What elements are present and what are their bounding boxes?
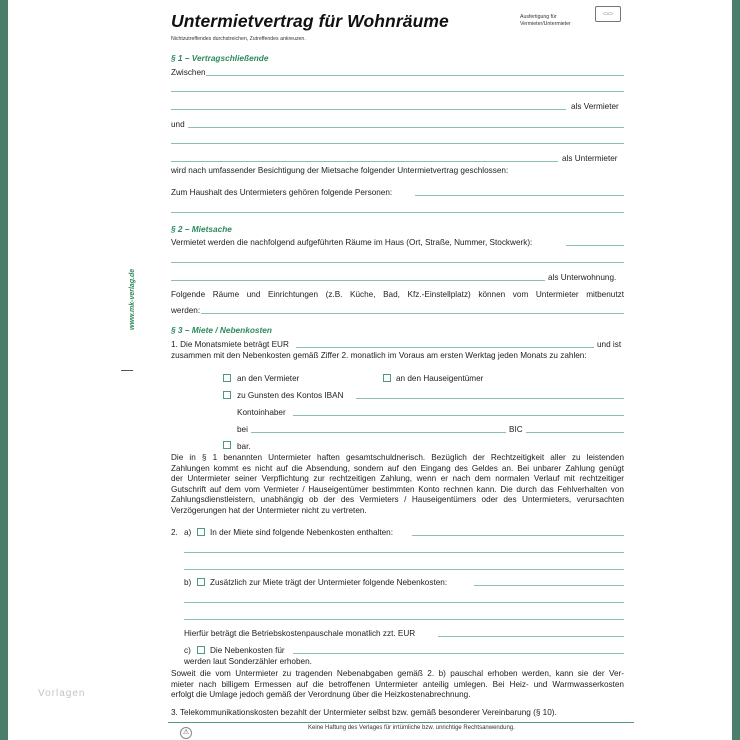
checkbox-iban[interactable] bbox=[223, 391, 231, 399]
pauschale-line[interactable] bbox=[438, 636, 624, 637]
nebenkosten-a-label: a) bbox=[184, 528, 192, 537]
bank-line[interactable] bbox=[251, 432, 506, 433]
nebenkosten-a-text: In der Miete sind folgende Nebenkosten enthalten: bbox=[210, 528, 393, 537]
checkbox-hauseigentuemer[interactable] bbox=[383, 374, 391, 382]
untermieter-address-line[interactable] bbox=[171, 143, 624, 144]
vermieter-name-line[interactable] bbox=[206, 75, 624, 76]
telekommunikation-text: 3. Telekommunikationskosten bezahlt der Untermieter selbst bzw. gemäß besonderer Vereinbarung (§ 10). bbox=[171, 708, 557, 717]
und-label: und bbox=[171, 120, 185, 129]
kontoinhaber-label: Kontoinhaber bbox=[237, 408, 286, 417]
fold-mark bbox=[121, 370, 133, 371]
copy-notice-icon: ⚠ bbox=[180, 727, 192, 739]
nebenkosten-a-line-2[interactable] bbox=[184, 552, 624, 553]
als-vermieter-label: als Vermieter bbox=[571, 102, 619, 111]
section-2-heading: § 2 – Mietsache bbox=[171, 224, 232, 234]
checkbox-nebenkosten-a[interactable] bbox=[197, 528, 205, 536]
vermieter-line-3[interactable] bbox=[171, 109, 566, 110]
nebenkosten-c-label: c) bbox=[184, 646, 191, 655]
als-unterwohnung-label: als Unterwohnung. bbox=[548, 273, 617, 282]
bic-label: BIC bbox=[509, 425, 523, 434]
instruction-note: Nichtzutreffendes durchstreichen, Zutreffendes ankreuzen. bbox=[171, 36, 306, 42]
checkbox-nebenkosten-c[interactable] bbox=[197, 646, 205, 654]
iban-line[interactable] bbox=[356, 398, 624, 399]
haushalt-line-1[interactable] bbox=[415, 195, 624, 196]
mietsache-line-1[interactable] bbox=[566, 245, 624, 246]
umlage-paragraph: Soweit die vom Untermieter zu tragenden Nebenabgaben gemäß 2. b) pauschal erhoben werden, kann sie der Ver- mieter nach billigem Ermessen auf die betroffenen Untermieter anteilig umlegen. Bei Heiz- und Warmwasserkosten erfolgt die Umlage jedoch gemäß der Verordnung über die Heizkostenabrechnung. bbox=[171, 669, 624, 700]
mietsache-line-2[interactable] bbox=[171, 262, 624, 263]
publisher-logo-icon: ▭▭ bbox=[595, 6, 621, 22]
ausfertigung-label-2: Vermieter/Untermieter bbox=[520, 21, 571, 27]
section-3-heading: § 3 – Miete / Nebenkosten bbox=[171, 325, 272, 335]
section-1-heading: § 1 – Vertragschließende bbox=[171, 53, 269, 63]
und-ist-label: und ist bbox=[597, 340, 622, 349]
disclaimer-text: Keine Haftung des Verlages für irrtümliche bzw. unrichtige Rechtsanwendung. bbox=[308, 725, 515, 731]
haushalt-label: Zum Haushalt des Untermieters gehören folgende Personen: bbox=[171, 188, 393, 197]
mitbenutzung-line[interactable] bbox=[201, 313, 624, 314]
pauschale-label: Hierfür beträgt die Betriebskostenpauschale monatlich zzt. EUR bbox=[184, 629, 416, 638]
nebenkosten-c-text-2: werden laut Sonderzähler erhoben. bbox=[184, 657, 312, 666]
monatsmiete-amount-line[interactable] bbox=[296, 347, 594, 348]
zwischen-label: Zwischen bbox=[171, 68, 206, 77]
ausfertigung-label-1: Ausfertigung für bbox=[520, 14, 557, 20]
bei-label: bei bbox=[237, 425, 248, 434]
nebenkosten-b-line-1[interactable] bbox=[474, 585, 624, 586]
nebenkosten-a-line-1[interactable] bbox=[412, 535, 624, 536]
watermark: Vorlagen bbox=[38, 688, 86, 699]
werden-label: werden: bbox=[171, 306, 201, 315]
nebenkosten-b-line-2[interactable] bbox=[184, 602, 624, 603]
kontoinhaber-line[interactable] bbox=[293, 415, 624, 416]
opt-iban-label: zu Gunsten des Kontos IBAN bbox=[237, 391, 344, 400]
footer-divider bbox=[168, 722, 634, 723]
opt-bar-label: bar. bbox=[237, 442, 251, 451]
untermieter-name-line[interactable] bbox=[188, 127, 624, 128]
page-title: Untermietvertrag für Wohnräume bbox=[171, 11, 449, 31]
closing-text: wird nach umfassender Besichtigung der Mietsache folgender Untermietvertrag geschlossen: bbox=[171, 166, 509, 175]
nebenkosten-b-text: Zusätzlich zur Miete trägt der Untermieter folgende Nebenkosten: bbox=[210, 578, 448, 587]
mitbenutzung-text: Folgende Räume und Einrichtungen (z.B. Küche, Bad, Kfz.-Einstellplatz) können vom Untermieter mitbenutzt bbox=[171, 290, 624, 299]
als-untermieter-label: als Untermieter bbox=[562, 154, 618, 163]
opt-vermieter-label: an den Vermieter bbox=[237, 374, 300, 383]
nebenkosten-number: 2. bbox=[171, 528, 178, 537]
sonderzaehler-line[interactable] bbox=[293, 653, 624, 654]
nebenkosten-b-line-3[interactable] bbox=[184, 619, 624, 620]
checkbox-nebenkosten-b[interactable] bbox=[197, 578, 205, 586]
form-page bbox=[8, 0, 732, 740]
checkbox-vermieter[interactable] bbox=[223, 374, 231, 382]
checkbox-bar[interactable] bbox=[223, 441, 231, 449]
untermieter-line-3[interactable] bbox=[171, 161, 558, 162]
monatsmiete-label: 1. Die Monatsmiete beträgt EUR bbox=[171, 340, 289, 349]
zahlung-text: zusammen mit den Nebenkosten gemäß Ziffer 2. monatlich im Voraus am ersten Werktag jeden Monats zu zahlen: bbox=[171, 351, 587, 360]
opt-hauseigentuemer-label: an den Hauseigentümer bbox=[396, 374, 484, 383]
vermieter-address-line[interactable] bbox=[171, 91, 624, 92]
bic-line[interactable] bbox=[526, 432, 624, 433]
haushalt-line-2[interactable] bbox=[171, 212, 624, 213]
mietsache-line-3[interactable] bbox=[171, 280, 545, 281]
nebenkosten-a-line-3[interactable] bbox=[184, 569, 624, 570]
nebenkosten-b-label: b) bbox=[184, 578, 192, 587]
haftung-paragraph: Die in § 1 benannten Untermieter haften gesamtschuldnerisch. Bezüglich der Rechtzeitigkeit aller zu leistenden Zahlungen kommt es nicht auf die Absendung, sondern auf den Eingang des Geldes an. Bei unbarer Zahlung genügt der Untermieter seiner Verpflichtung zur rechtzeitigen Zahlung, wenn er nach dem normalen Verlauf mit rechtzeitiger Gutschrift auf dem vom Vermieter / Hauseigentümer bestimmten Konto rechnen kann. Die durch das Fehlverhalten von Zahlungsdienstleistern, unabhängig ob der des Vermieters / Hauseigentümers oder des Untermieters, verursachten Verzögerungen hat der Untermieter nicht zu vertreten. bbox=[171, 453, 624, 515]
publisher-url[interactable]: www.mk-verlag.de bbox=[129, 268, 136, 330]
vermietet-label: Vermietet werden die nachfolgend aufgeführten Räume im Haus (Ort, Straße, Nummer, Stockwerk): bbox=[171, 238, 533, 247]
nebenkosten-c-text: Die Nebenkosten für bbox=[210, 646, 285, 655]
